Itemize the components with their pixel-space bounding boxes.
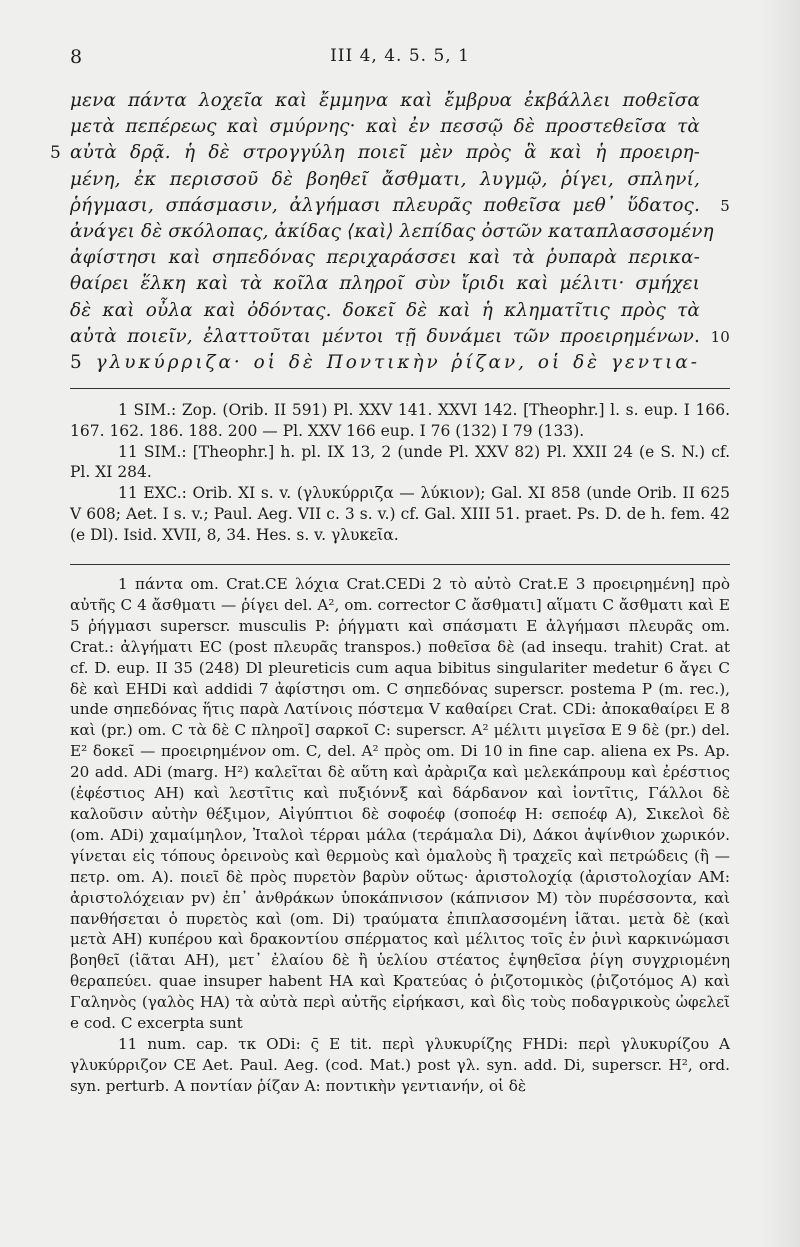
main-line: ἀφίστησι καὶ σηπεδόνας περιχαράσσει καὶ τὰ ῥυπαρὰ περικα- bbox=[70, 247, 700, 269]
line-number: 5 bbox=[50, 143, 61, 164]
testimonia-block bbox=[70, 400, 730, 546]
critical-apparatus bbox=[70, 574, 730, 1097]
testimonia-entry: 11 EXC.: Orib. XI s. v. (γλυκύρριζα — λύκιον); Gal. XI 858 (unde Orib. II 625 V 608; Aet. I s. v.; Paul. Aeg. VII c. 3 s. v.) cf. Gal. XIII 51. praet. Ps. D. de h. fem. 42 (e Dl). Isid. XVII, 8, 34. Hes. s. v. γλυκεῖα. bbox=[70, 484, 730, 544]
apparatus-entry: 11 num. cap. τκ ODi: ς̄ E tit. περὶ γλυκυρίζης FHDi: περὶ γλυκυρίζου A γλυκύρριζον CE Aet. Paul. Aeg. (cod. Mat.) post γλ. syn. add. Di, superscr. H², ord. syn. perturb. A ποντίαν ῥίζαν A: ποντικὴν γεντιανήν, οἱ δὲ bbox=[70, 1034, 730, 1095]
main-line: αὐτὰ ποιεῖν, ἐλαττοῦται μέντοι τῇ δυνάμει τῶν προειρημένων. 10 bbox=[70, 324, 700, 350]
section-rule bbox=[70, 564, 730, 565]
main-line: δὲ καὶ οὖλα καὶ ὀδόντας. δοκεῖ δὲ καὶ ἡ κληματῖτις πρὸς τὰ bbox=[70, 299, 700, 321]
main-line: ἀνάγει δὲ σκόλοπας, ἀκίδας ⟨καὶ⟩ λεπίδας ὀστῶν καταπλασσομένη bbox=[70, 220, 714, 242]
main-line: μενα πάντα λοχεῖα καὶ ἔμμηνα καὶ ἔμβρυα ἐκβάλλει ποθεῖσα bbox=[70, 90, 700, 111]
section-rule bbox=[70, 388, 730, 389]
main-line: ῥήγμασι, σπάσμασιν, ἀλγήμασι πλευρᾶς ποθεῖσα μεθ᾽ ὕδατος. 5 bbox=[70, 193, 700, 219]
chapter-lemma: γλυκύρριζα· οἱ δὲ Ποντικὴν ῥίζαν, οἱ δὲ γεντια- bbox=[95, 351, 701, 373]
testimonia-entry: 11 SIM.: [Theophr.] h. pl. IX 13, 2 (unde Pl. XXV 82) Pl. XXII 24 (e S. N.) cf. Pl. XI 284. bbox=[70, 442, 730, 482]
running-head: III 4, 4. 5. 5, 1 bbox=[330, 46, 470, 66]
page-number: 8 bbox=[70, 46, 83, 68]
page-header bbox=[70, 46, 730, 76]
main-line: θαίρει ἕλκη καὶ τὰ κοῖλα πληροῖ σὺν ἴριδι καὶ μέλιτι· σμήχει bbox=[70, 273, 700, 295]
main-text bbox=[50, 88, 730, 376]
line-number: 10 bbox=[710, 327, 730, 346]
main-line: 5 αὐτὰ δρᾷ. ἡ δὲ στρογγύλη ποιεῖ μὲν πρὸς ἃ καὶ ἡ προειρη- bbox=[70, 140, 700, 166]
line-number: 5 bbox=[720, 196, 730, 215]
chapter-number: 5 bbox=[70, 351, 96, 373]
apparatus-entry: 1 πάντα om. Crat.CE λόχια Crat.CEDi 2 τὸ αὐτὸ Crat.E 3 προειρημένη] πρὸ αὐτῆς C 4 ἄσθματι — ῥίγει del. A², om. corrector C ἄσθματι] αἵματι C ἄσθματι καὶ E 5 ῥήγμασι superscr. musculis P: ῥήγματι καὶ σπάσματι E ἀλγήμασι πλευρᾶς om. Crat.: ἀλγήματι EC (post πλευρᾶς transpos.) ποθεῖσα δὲ (ad insequ. trahit) Crat. at cf. D. eup. II 35 (248) Dl pleureticis cum aqua bibitus singulariter medetur 6 ἄγει C δὲ καὶ EHDi καὶ addidi 7 ἀφίστησι om. C σηπεδόνας superscr. postema P (m. rec.), unde σηπεδόνας ἥτις παρὰ Λατίνοις πόστεμα V καθαίρει Crat. CDi: ἀποκαθαίρει E 8 καὶ (pr.) om. C τὰ δὲ C πληροῖ] σαρκοῖ C: superscr. A² μέλιτι μιγεῖσα E 9 δὲ (pr.) del. E² δοκεῖ — προειρημένον om. C, del. A² πρὸς om. Di 10 in fine cap. aliena ex Ps. Ap. 20 add. ADi (marg. H²) καλεῖται δὲ αὕτη καὶ ἀρὰριζα καὶ μελεκάπρουμ καὶ ἐρέστιος (ἐφέστιος AH) καὶ λεστῖτις καὶ πυξιόννξ καὶ δάρδανον καὶ ἰοντῖτις, Γάλλοι δὲ καλοῦσιν αὐτὴν θέξιμον, Αἰγύπτιοι δὲ σοφοέφ (σοποέφ H: σεποέφ A), Σικελοὶ δὲ (om. ADi) χαμαίμηλον, Ἰταλοὶ τέρραι μάλα (τεράμαλα Di), Δάκοι ἀψίνθιον χωρικόν. γίνεται εἰς τόπους ὀρεινοὺς καὶ θερμοὺς καὶ ὁμαλοὺς ἢ τραχεῖς καὶ πετρώδεις (ἢ — πετρ. om. A). ποιεῖ δὲ πρὸς πυρετὸν βαρὺν οὕτως· ἀριστολοχίᾳ (ἀριστολοχίαν AM: ἀριστολόχειαν pv) ἐπ᾽ ἀνθράκων ὑποκάπνισον (κάπνισον M) τὸν πυρέσσοντα, καὶ πανθήσεται ὁ πυρετὸς καὶ (om. Di) τραύματα ἐπιπλασσομένη ἰᾶται. μετὰ δὲ (καὶ μετὰ AH) κυπέρου καὶ δρακοντίου σπέρματος καὶ μέλιτος τοῖς ἐν ῥινὶ καρκινώμασι βοηθεῖ (ἰᾶται AH), μετ᾽ ἐλαίου δὲ ἢ ὑελίου στέατος ἑψηθεῖσα ῥίγη συγχριομένη θεραπεύει. quae insuper habent HA καὶ Κρατεύας ὁ ῥιζοτομικὸς (ῥιζοτόμος A) καὶ Γαληνὸς (γαλὸς HA) τὰ αὐτὰ περὶ αὐτῆς εἰρήκασι, καὶ δὶς τοὺς ποδαγρικοὺς ὠφελεῖ e cod. C excerpta sunt bbox=[70, 575, 730, 1033]
main-line: μετὰ πεπέρεως καὶ σμύρνης· καὶ ἐν πεσσῷ δὲ προστεθεῖσα τὰ bbox=[70, 116, 700, 138]
main-line: μένη, ἐκ περισσοῦ δὲ βοηθεῖ ἄσθματι, λυγμῷ, ῥίγει, σπληνί, bbox=[70, 168, 700, 190]
testimonia-entry: 1 SIM.: Zop. (Orib. II 591) Pl. XXV 141. XXVI 142. [Theophr.] l. s. eup. I 166. 167. 162. 186. 188. 200 — Pl. XXV 166 eup. I 76 (132) I 79 (133). bbox=[70, 401, 730, 440]
main-line bbox=[70, 350, 700, 376]
page-edge-shadow bbox=[760, 0, 800, 1247]
